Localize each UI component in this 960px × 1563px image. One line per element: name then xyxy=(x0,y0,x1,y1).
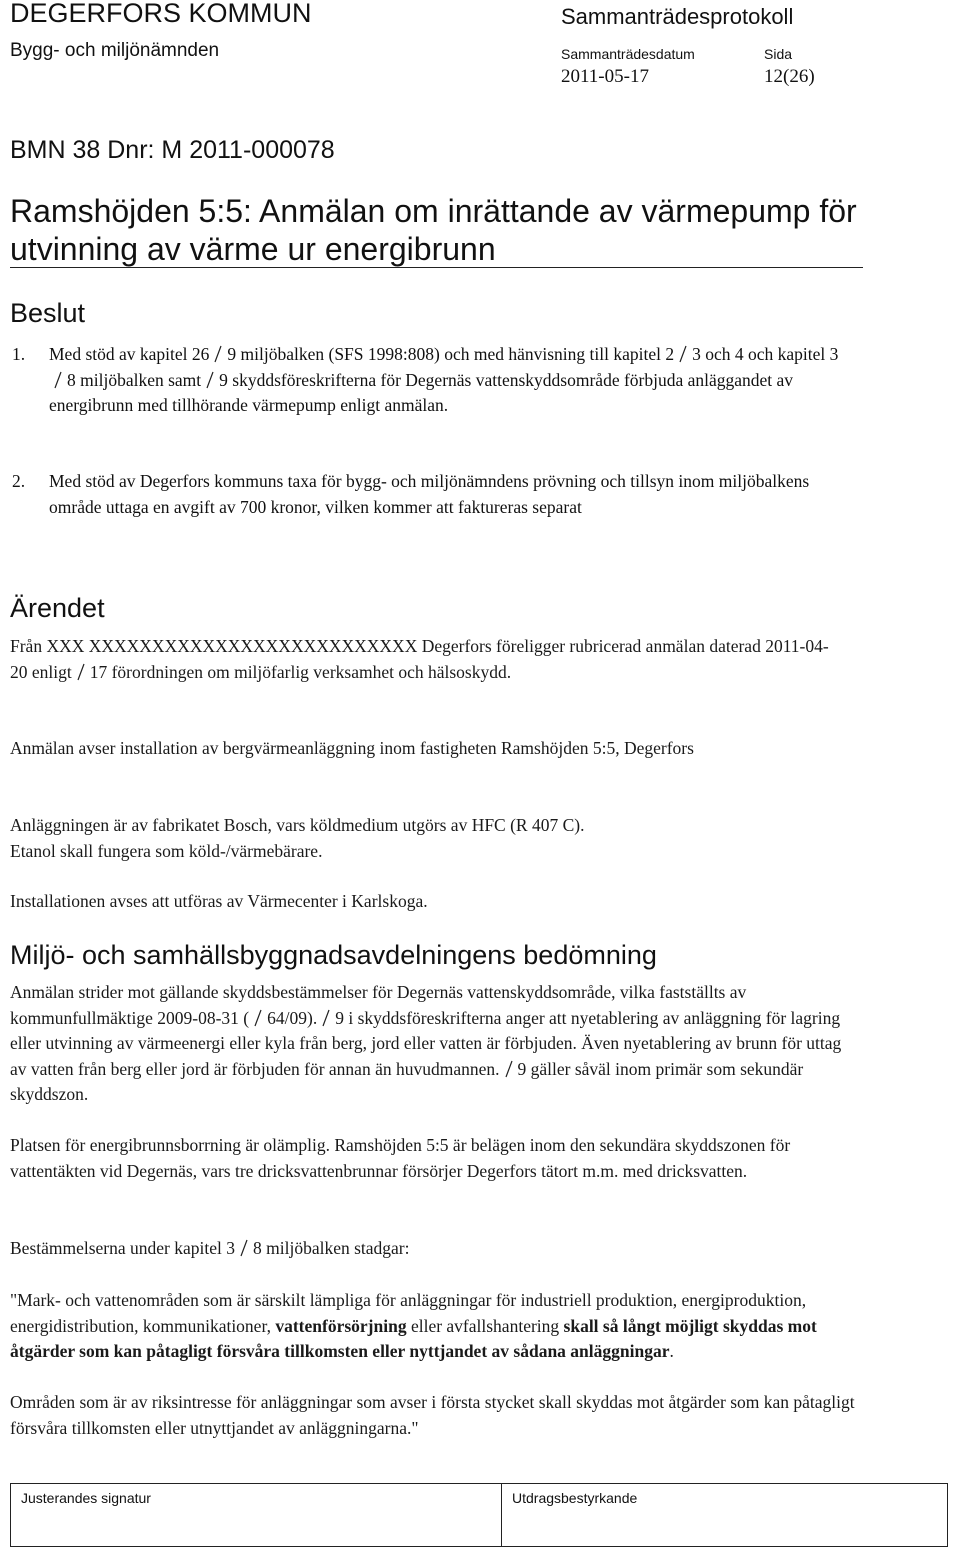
section-sign-icon xyxy=(504,1059,514,1079)
document-type: Sammanträdesprotokoll xyxy=(561,4,794,29)
section-sign-icon xyxy=(321,1008,331,1028)
arendet-paragraph-1: Från XXX XXXXXXXXXXXXXXXXXXXXXXXXXX Degerfors föreligger rubricerad anmälan daterad 2011-04-20 enligt 17 förordningen om miljöfarlig verksamhet och hälsoskydd. xyxy=(10,636,829,682)
section-sign-icon xyxy=(678,344,688,364)
decision-item-2 xyxy=(12,469,852,559)
extract-certification-box xyxy=(501,1483,948,1547)
bedomning-paragraph-2: Platsen för energibrunnsborrning är olämplig. Ramshöjden 5:5 är belägen inom den sekundära skyddszonen för vattentäkten vid Degernäs, vars tre dricksvattenbrunnar försörjer Degerfors tätort m.m. med dricksvatten. xyxy=(10,1135,791,1181)
page-number: 12(26) xyxy=(764,66,815,87)
title-divider xyxy=(10,267,863,268)
meeting-date: 2011-05-17 xyxy=(561,66,649,87)
arendet-paragraph-4: Installationen avses att utföras av Värmecenter i Karlskoga. xyxy=(10,891,428,911)
decision-item-1 xyxy=(12,342,852,472)
heading-bedomning: Miljö- och samhällsbyggnadsavdelningens bedömning xyxy=(10,940,657,970)
law-quote-paragraph-2: Områden som är av riksintresse för anläggningar som avser i första stycket skall skyddas mot åtgärder som kan påtagligt försvåra tillkomsten eller utnyttjandet av anläggningarna." xyxy=(10,1392,855,1438)
decision-item-2-text: Med stöd av Degerfors kommuns taxa för bygg- och miljönämndens prövning och tillsyn inom miljöbalkens område uttaga en avgift av 700 kronor, vilken kommer att faktureras separat xyxy=(49,471,810,517)
arendet-paragraph-3: Anläggningen är av fabrikatet Bosch, vars köldmedium utgörs av HFC (R 407 C). Etanol skall fungera som köld-/värmebärare. xyxy=(10,815,585,861)
section-sign-icon xyxy=(53,370,63,390)
heading-beslut: Beslut xyxy=(10,298,86,328)
decision-item-2-number: 2. xyxy=(12,471,26,491)
section-sign-icon xyxy=(253,1008,263,1028)
section-sign-icon xyxy=(205,370,215,390)
section-sign-icon xyxy=(213,344,223,364)
bedomning-paragraph-1: Anmälan strider mot gällande skyddsbestämmelser för Degernäs vattenskyddsområde, vilka fastställts av kommunfullmäktige 2009-08-31 ( 64/09). 9 i skyddsföreskrifterna anger att nyetablering av anläggning för lagring eller utvinning av värmeenergi eller kyla från berg, jord eller vatten är förbjuden. Även nyetablering av brunn för uttag av vatten från berg eller jord är förbjuden för annan än huvudmannen. 9 gäller såväl inom primär som sekundär skyddszon. xyxy=(10,982,842,1104)
organization-name: DEGERFORS KOMMUN xyxy=(10,0,312,28)
arendet-paragraph-2: Anmälan avser installation av bergvärmeanläggning inom fastigheten Ramshöjden 5:5, Degerfors xyxy=(10,738,694,758)
case-title: Ramshöjden 5:5: Anmälan om inrättande av värmepump för utvinning av värme ur energibrunn xyxy=(10,193,857,267)
page-label: Sida xyxy=(764,46,793,62)
bedomning-paragraph-3: Bestämmelserna under kapitel 3 8 miljöbalken stadgar: xyxy=(10,1238,410,1258)
section-sign-icon xyxy=(76,662,86,682)
decision-item-1-text: Med stöd av kapitel 26 9 miljöbalken (SFS 1998:808) och med hänvisning till kapitel 2 3 och 4 och kapitel 38 miljöbalken samt 9 skyddsföreskrifterna för Degernäs vattenskyddsområde förbjuda anläggandet av energibrunn med tillhörande värmepump enligt anmälan. xyxy=(49,344,839,415)
footer xyxy=(10,1483,948,1547)
extract-certification-label: Utdragsbestyrkande xyxy=(512,1490,638,1506)
heading-arendet: Ärendet xyxy=(10,593,105,623)
meeting-date-label: Sammanträdesdatum xyxy=(561,46,695,62)
signature-label: Justerandes signatur xyxy=(21,1490,151,1506)
decision-item-1-number: 1. xyxy=(12,344,26,364)
section-sign-icon xyxy=(239,1238,249,1258)
department-name: Bygg- och miljönämnden xyxy=(10,40,220,61)
law-quote-paragraph-1: "Mark- och vattenområden som är särskilt lämpliga för anläggningar för industriell produktion, energiproduktion, energidistribution, kommunikationer, vattenförsörjning eller avfallshantering skall så långt möjligt skyddas mot åtgärder som kan påtagligt försvåra tillkomsten eller nyttjandet av sådana anläggningar. xyxy=(10,1290,817,1361)
case-reference: BMN 38 Dnr: M 2011-000078 xyxy=(10,136,335,164)
signature-box xyxy=(10,1483,502,1547)
